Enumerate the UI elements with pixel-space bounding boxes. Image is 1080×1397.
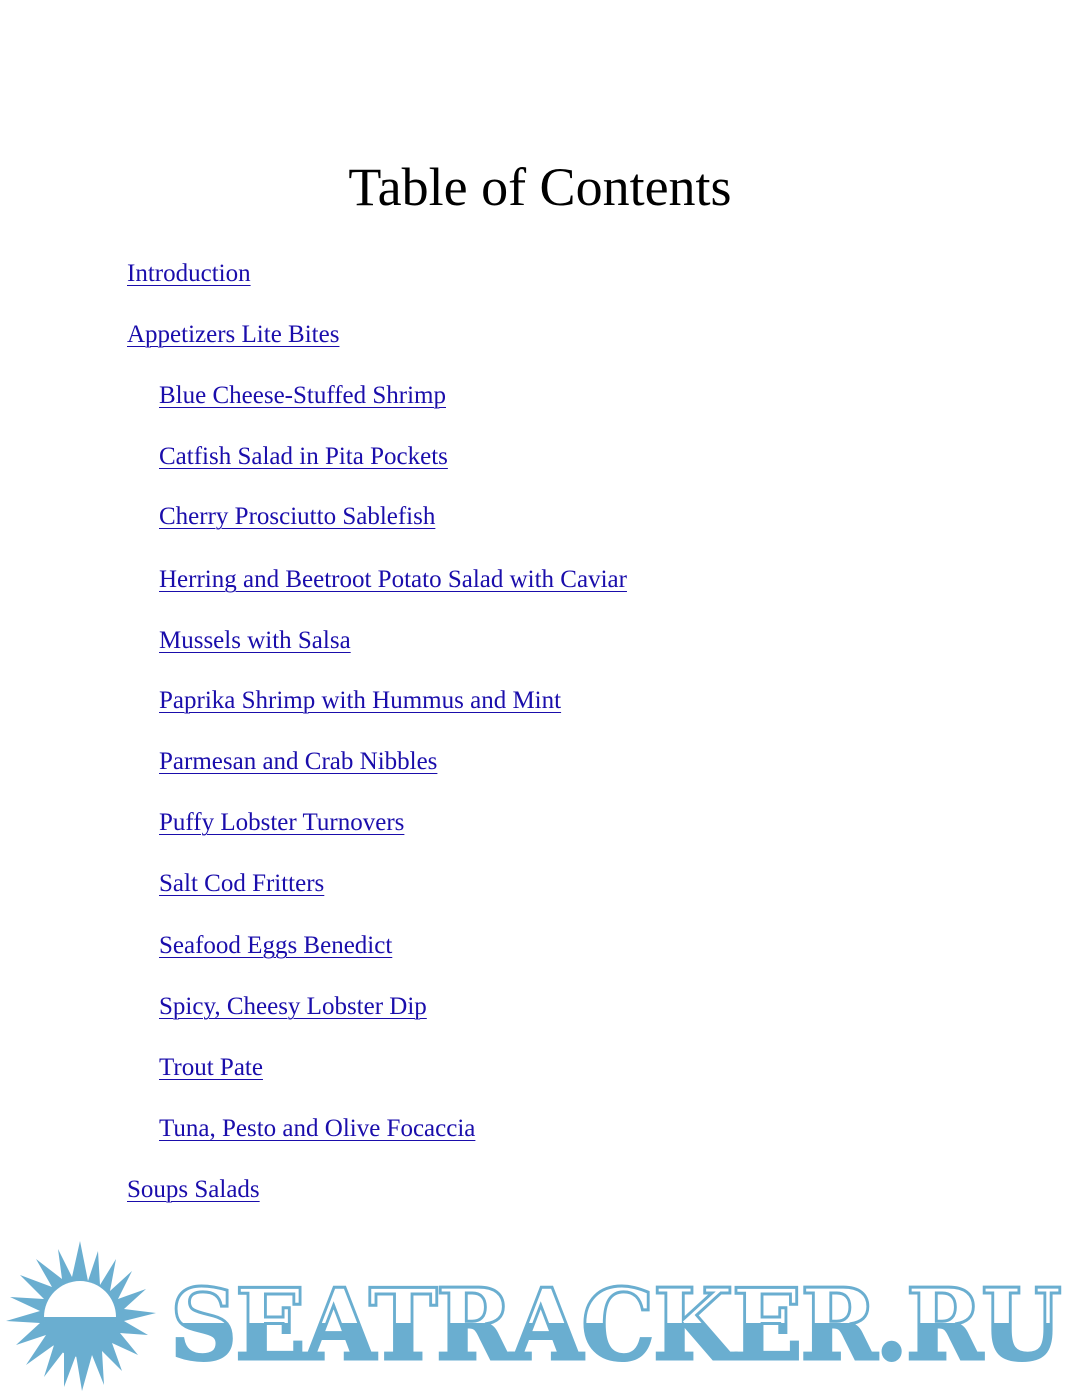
toc-link-soups-salads[interactable]: Soups Salads bbox=[127, 1176, 260, 1203]
page-title: Table of Contents bbox=[348, 157, 732, 217]
toc-link-trout-pate[interactable]: Trout Pate bbox=[159, 1054, 263, 1081]
toc-link-parmesan-crab-nibbles[interactable]: Parmesan and Crab Nibbles bbox=[159, 748, 438, 775]
toc-link-mussels-with-salsa[interactable]: Mussels with Salsa bbox=[159, 627, 351, 654]
toc-link-spicy-cheesy-lobster-dip[interactable]: Spicy, Cheesy Lobster Dip bbox=[159, 993, 427, 1020]
toc-link-appetizers-lite-bites[interactable]: Appetizers Lite Bites bbox=[127, 321, 340, 348]
toc-link-puffy-lobster-turnovers[interactable]: Puffy Lobster Turnovers bbox=[159, 809, 405, 836]
toc-link-catfish-salad[interactable]: Catfish Salad in Pita Pockets bbox=[159, 443, 448, 470]
toc-link-salt-cod-fritters[interactable]: Salt Cod Fritters bbox=[159, 870, 325, 897]
svg-text:SEATRACKER.RU: SEATRACKER.RU bbox=[170, 1268, 1061, 1383]
toc-link-herring-beetroot-salad[interactable]: Herring and Beetroot Potato Salad with Caviar bbox=[159, 566, 627, 593]
sun-icon bbox=[6, 1241, 156, 1391]
watermark-logo bbox=[0, 1237, 1080, 1397]
toc-link-cherry-prosciutto-sablefish[interactable]: Cherry Prosciutto Sablefish bbox=[159, 503, 436, 530]
toc-link-introduction[interactable]: Introduction bbox=[127, 260, 251, 287]
toc-link-paprika-shrimp[interactable]: Paprika Shrimp with Hummus and Mint bbox=[159, 687, 562, 714]
toc-link-tuna-pesto-focaccia[interactable]: Tuna, Pesto and Olive Focaccia bbox=[159, 1115, 476, 1142]
toc-link-blue-cheese-stuffed-shrimp[interactable]: Blue Cheese-Stuffed Shrimp bbox=[159, 382, 446, 409]
toc-link-seafood-eggs-benedict[interactable]: Seafood Eggs Benedict bbox=[159, 932, 393, 959]
